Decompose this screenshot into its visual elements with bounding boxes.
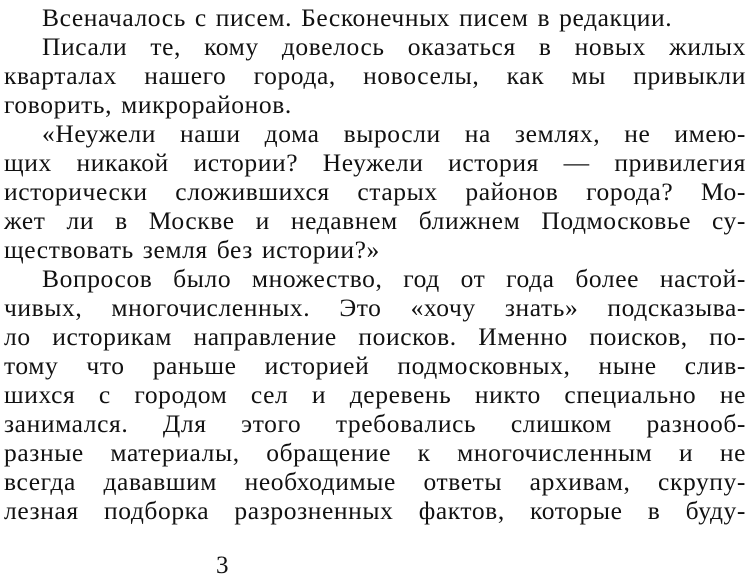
text-line: чивых, многочисленных. Это «хочу знать» подсказыва- [4, 293, 746, 322]
text-line: тому что раньше историей подмосковных, ныне слив- [4, 351, 746, 380]
text-line: лезная подборка разрозненных фактов, которые в буду- [4, 496, 746, 525]
text-line: Всеначалось с писем. Бесконечных писем в редакции. [42, 3, 673, 32]
text-line: Вопросов было множество, год от года более настой- [42, 264, 746, 293]
text-line: шихся с городом сел и деревень никто специально не [4, 380, 746, 409]
text-line: щих никакой истории? Неужели история — привилегия [4, 148, 746, 177]
text-line: «Неужели наши дома выросли на землях, не имею- [42, 119, 746, 148]
text-line: говорить, микрорайонов. [4, 90, 292, 119]
text-line: Писали те, кому довелось оказаться в новых жилых [42, 32, 746, 61]
text-line: жет ли в Москве и недавнем ближнем Подмосковье су- [4, 206, 746, 235]
text-line: кварталах нашего города, новоселы, как мы привыкли [4, 61, 746, 90]
text-line: всегда дававшим необходимые ответы архивам, скрупу- [4, 467, 746, 496]
text-line: ло историкам направление поисков. Именно поисков, по- [4, 322, 746, 351]
text-line: разные материалы, обращение к многочисленным и не [4, 438, 746, 467]
page-number: 3 [216, 552, 229, 579]
text-line: ществовать земля без истории?» [4, 235, 380, 264]
text-line: исторически сложившихся старых районов города? Мо- [4, 177, 746, 206]
text-line: занимался. Для этого требовались слишком разнооб- [4, 409, 746, 438]
